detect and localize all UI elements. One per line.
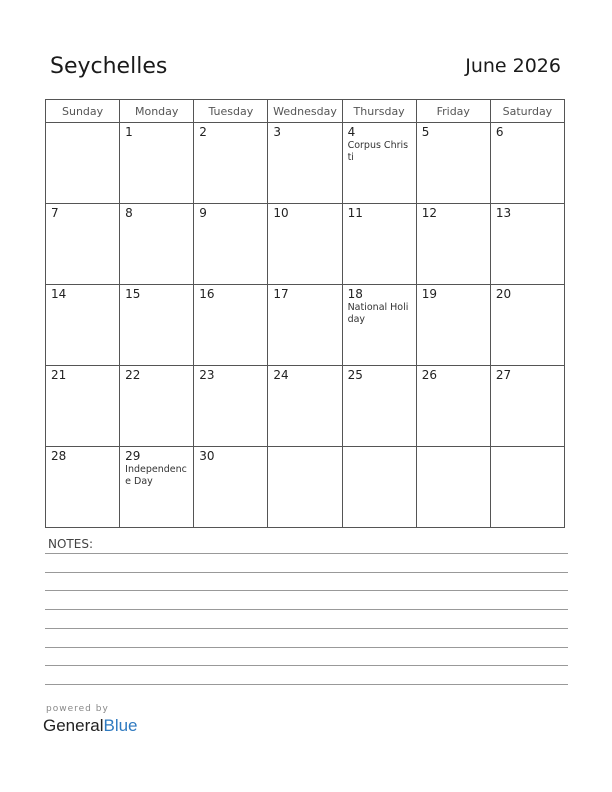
day-cell: [268, 366, 342, 447]
notes-label: NOTES:: [48, 537, 93, 551]
day-number: 24: [273, 368, 289, 382]
holiday-label: Corpus Christi: [347, 140, 409, 163]
brand-logo: [43, 716, 138, 736]
calendar-grid: [45, 99, 565, 528]
day-cell: [490, 123, 564, 204]
day-cell: [416, 366, 490, 447]
day-cell: [342, 447, 416, 528]
day-cell: [342, 285, 416, 366]
day-number: 10: [273, 206, 289, 220]
holiday-label: National Holiday: [347, 302, 409, 325]
day-number: 18: [347, 287, 363, 301]
day-cell: [268, 123, 342, 204]
day-cell: [194, 123, 268, 204]
day-cell: [416, 204, 490, 285]
day-cell: [268, 447, 342, 528]
holiday-label: Independence Day: [125, 464, 187, 487]
day-number: 29: [125, 449, 141, 463]
weekday-header: Friday: [416, 100, 490, 123]
weekday-header: Wednesday: [268, 100, 342, 123]
day-cell: [268, 285, 342, 366]
day-number: 5: [421, 125, 430, 139]
day-number: 13: [495, 206, 512, 220]
day-cell: [342, 123, 416, 204]
day-cell: [46, 447, 120, 528]
day-cell: [416, 447, 490, 528]
day-number: 16: [199, 287, 215, 301]
day-cell: [342, 204, 416, 285]
day-cell: [194, 204, 268, 285]
country-title: Seychelles: [50, 54, 168, 79]
day-number: 12: [421, 206, 437, 220]
day-number: 23: [199, 368, 215, 382]
brand-blue: Blue: [103, 716, 138, 735]
note-line: [45, 684, 568, 685]
day-number: 9: [199, 206, 207, 220]
day-number: 25: [347, 368, 363, 382]
note-line: [45, 590, 568, 591]
day-cell: [46, 204, 120, 285]
weekday-header: Saturday: [490, 100, 564, 123]
day-number: 22: [125, 368, 141, 382]
day-number: 1: [125, 125, 133, 139]
day-number: 28: [51, 449, 67, 463]
day-number: 20: [495, 287, 512, 301]
day-cell: [490, 285, 564, 366]
day-cell: [194, 366, 268, 447]
day-number: 17: [273, 287, 289, 301]
day-cell: [46, 366, 120, 447]
day-cell: [194, 285, 268, 366]
note-line: [45, 647, 568, 648]
day-number: 7: [51, 206, 59, 220]
week-row: [46, 285, 565, 366]
day-number: 2: [199, 125, 207, 139]
day-cell: [490, 447, 564, 528]
day-number: 14: [51, 287, 67, 301]
day-number: 3: [273, 125, 282, 139]
day-number: 15: [125, 287, 141, 301]
day-cell: [46, 123, 120, 204]
weekday-header: Tuesday: [194, 100, 268, 123]
day-cell: [268, 204, 342, 285]
note-line: [45, 553, 568, 554]
note-line: [45, 665, 568, 666]
month-year-title: June 2026: [465, 55, 561, 77]
weekday-header-row: [46, 100, 565, 123]
brand-general: General: [43, 716, 104, 735]
day-cell: [490, 204, 564, 285]
day-cell: [194, 447, 268, 528]
day-cell: [120, 123, 194, 204]
day-cell: [120, 204, 194, 285]
day-cell: [416, 123, 490, 204]
day-cell: [120, 447, 194, 528]
day-number: 30: [199, 449, 215, 463]
day-number: 11: [347, 206, 363, 220]
week-row: [46, 447, 565, 528]
week-row: [46, 366, 565, 447]
day-cell: [120, 285, 194, 366]
week-row: [46, 123, 565, 204]
day-cell: [120, 366, 194, 447]
day-number: 27: [495, 368, 512, 382]
day-number: 4: [347, 125, 356, 139]
weekday-header: Sunday: [46, 100, 120, 123]
day-number: 21: [51, 368, 67, 382]
day-cell: [342, 366, 416, 447]
day-cell: [490, 366, 564, 447]
day-number: 6: [495, 125, 504, 139]
powered-by-text: powered by: [46, 704, 109, 714]
day-cell: [416, 285, 490, 366]
day-number: 19: [421, 287, 437, 301]
week-row: [46, 204, 565, 285]
weekday-header: Thursday: [342, 100, 416, 123]
day-number: 8: [125, 206, 133, 220]
weekday-header: Monday: [120, 100, 194, 123]
note-line: [45, 609, 568, 610]
day-number: 26: [421, 368, 437, 382]
day-cell: [46, 285, 120, 366]
note-line: [45, 628, 568, 629]
note-line: [45, 572, 568, 573]
